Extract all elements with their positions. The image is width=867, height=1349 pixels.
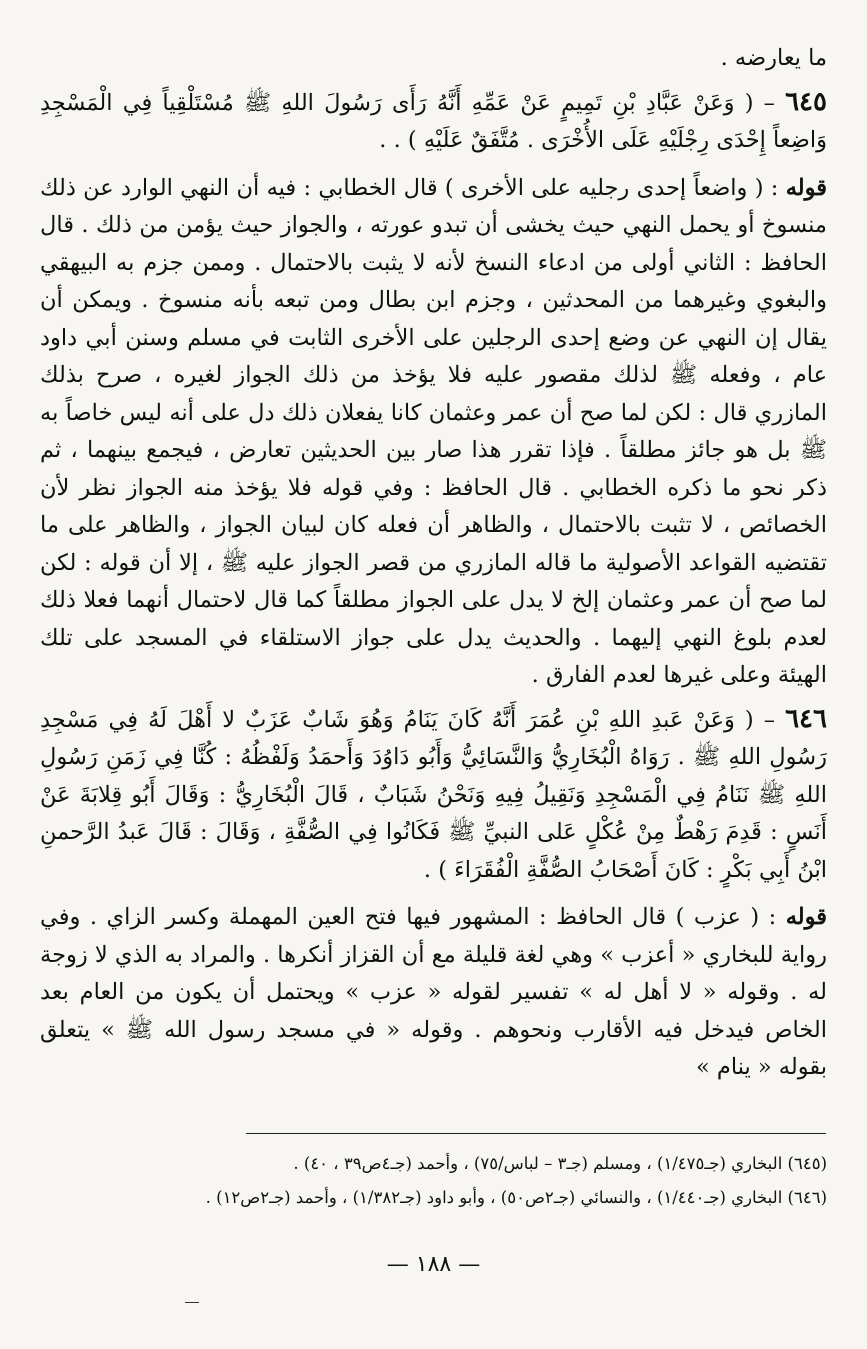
lead-line: ما يعارضه .	[720, 45, 827, 71]
hadith-text: – ( وَعَنْ عَبَّادِ بْنِ تَمِيمٍ عَنْ عَمِّهِ أَنَّهُ رَأَى رَسُولَ اللهِ ﷺ مُسْتَلْقِياً فِي الْمَسْجِدِ وَاضِعاً إِحْدَى رِجْلَيْهِ عَلَى الأُخْرَى . مُتَّفَقٌ عَلَيْهِ ) . .	[40, 89, 827, 153]
footnotes	[40, 1147, 827, 1215]
stray-mark	[185, 1302, 199, 1303]
qawl-label: قوله	[785, 904, 827, 930]
footnote-646: (٦٤٦) البخاري (جـ١/٤٤٠) ، والنسائي (جـ٢ص٥٠) ، وأبو داود (جـ١/٣٨٢) ، وأحمد (جـ٢ص١٢) .	[205, 1188, 827, 1207]
page-number: — ١٨٨ —	[386, 1252, 481, 1277]
qawl-label: قوله	[785, 174, 827, 201]
footnote-divider	[246, 1133, 826, 1134]
explanation-645	[40, 170, 827, 695]
explanation-text: : ( عزب ) قال الحافظ : المشهور فيها فتح العين المهملة وكسر الزاي . وفي رواية للبخاري « أعزب » وهي لغة قليلة مع أن القزاز أنكرها . والمراد به الذي لا زوجة له . وقوله « لا أهل له » تفسير لقوله « عزب » ويحتمل أن يكون من العام بعد الخاص فيدخل فيه الأقارب ونحوهم . وقوله « في مسجد رسول الله ﷺ » يتعلق بقوله « ينام »	[40, 904, 827, 1080]
explanation-646	[40, 899, 827, 1087]
hadith-number: ٦٤٦	[785, 703, 827, 734]
hadith-text: – ( وَعَنْ عَبدِ اللهِ بْنِ عُمَرَ أَنَّهُ كَانَ يَنَامُ وَهُوَ شَابٌ عَزَبٌ لا أَهْلَ لَهُ فِي مَسْجِدِ رَسُولِ اللهِ ﷺ . رَوَاهُ الْبُخَارِيُّ وَالنَّسَائِيُّ وَأَبُو دَاوُدَ وَأَحمَدُ وَلَفْظُهُ : كُنَّا فِي زَمَنِ رَسُولِ اللهِ ﷺ نَنَامُ فِي الْمَسْجِدِ وَنَقِيلُ فِيهِ وَنَحْنُ شَبَابٌ ، قَالَ الْبُخَارِيُّ : وَقَالَ أَبُو قِلابَةَ عَنْ أَنَسٍ : قَدِمَ رَهْطٌ مِنْ عُكْلٍ عَلى النبيِّ ﷺ فَكَانُوا فِي الصُّفَّةِ ، وَقَالَ : قَالَ عَبدُ الرَّحمنِ ابْنُ أَبِي بَكْرٍ : كَانَ أَصْحَابُ الصُّفَّةِ الْفُقَرَاءَ ) .	[40, 706, 827, 883]
hadith-646	[40, 701, 827, 890]
hadith-number: ٦٤٥	[785, 86, 827, 117]
footnote-645: (٦٤٥) البخاري (جـ١/٤٧٥) ، ومسلم (جـ٣ – لباس/٧٥) ، وأحمد (جـ٤ص٣٩ ، ٤٠) .	[293, 1154, 827, 1173]
hadith-645	[40, 84, 827, 160]
explanation-text: : ( واضعاً إحدى رجليه على الأخرى ) قال الخطابي : فيه أن النهي الوارد عن ذلك منسوخ أو يحمل النهي حيث يخشى أن تبدو عورته ، والجواز حيث يؤمن من ذلك . قال الحافظ : الثاني أولى من ادعاء النسخ لأنه لا يثبت بالاحتمال . وممن جزم به البيهقي والبغوي وغيرهما من المحدثين ، وجزم ابن بطال ومن تبعه بأنه منسوخ . ويمكن أن يقال إن النهي عن وضع إحدى الرجلين على الأخرى الثابت في مسلم وسنن أبي داود عام ، وفعله ﷺ لذلك مقصور عليه فلا يؤخذ من ذلك الجواز لغيره ، صرح بذلك المازري قال : لكن لما صح أن عمر وعثمان كانا يفعلان ذلك دل على أنه ليس خاصاً به ﷺ بل هو جائز مطلقاً . فإذا تقرر هذا صار بين الحديثين تعارض ، فيجمع بينهما ، ثم ذكر نحو ما ذكره الخطابي . قال الحافظ : وفي قوله فلا يؤخذ منه الجواز نظر لأن الخصائص ، لا تثبت بالاحتمال ، والظاهر أن فعله كان لبيان الجواز ، والظاهر على ما تقتضيه القواعد الأصولية ما قاله المازري من قصر الجواز عليه ﷺ ، إلا أن قوله : لكن لما صح أن عمر وعثمان إلخ لا يدل على الجواز مطلقاً كما قال لاحتمال أنهما فعلا ذلك لعدم بلوغ النهي إليهما . والحديث يدل على جواز الاستلقاء في المسجد على تلك الهيئة وعلى غيرها لعدم الفارق .	[40, 174, 827, 688]
